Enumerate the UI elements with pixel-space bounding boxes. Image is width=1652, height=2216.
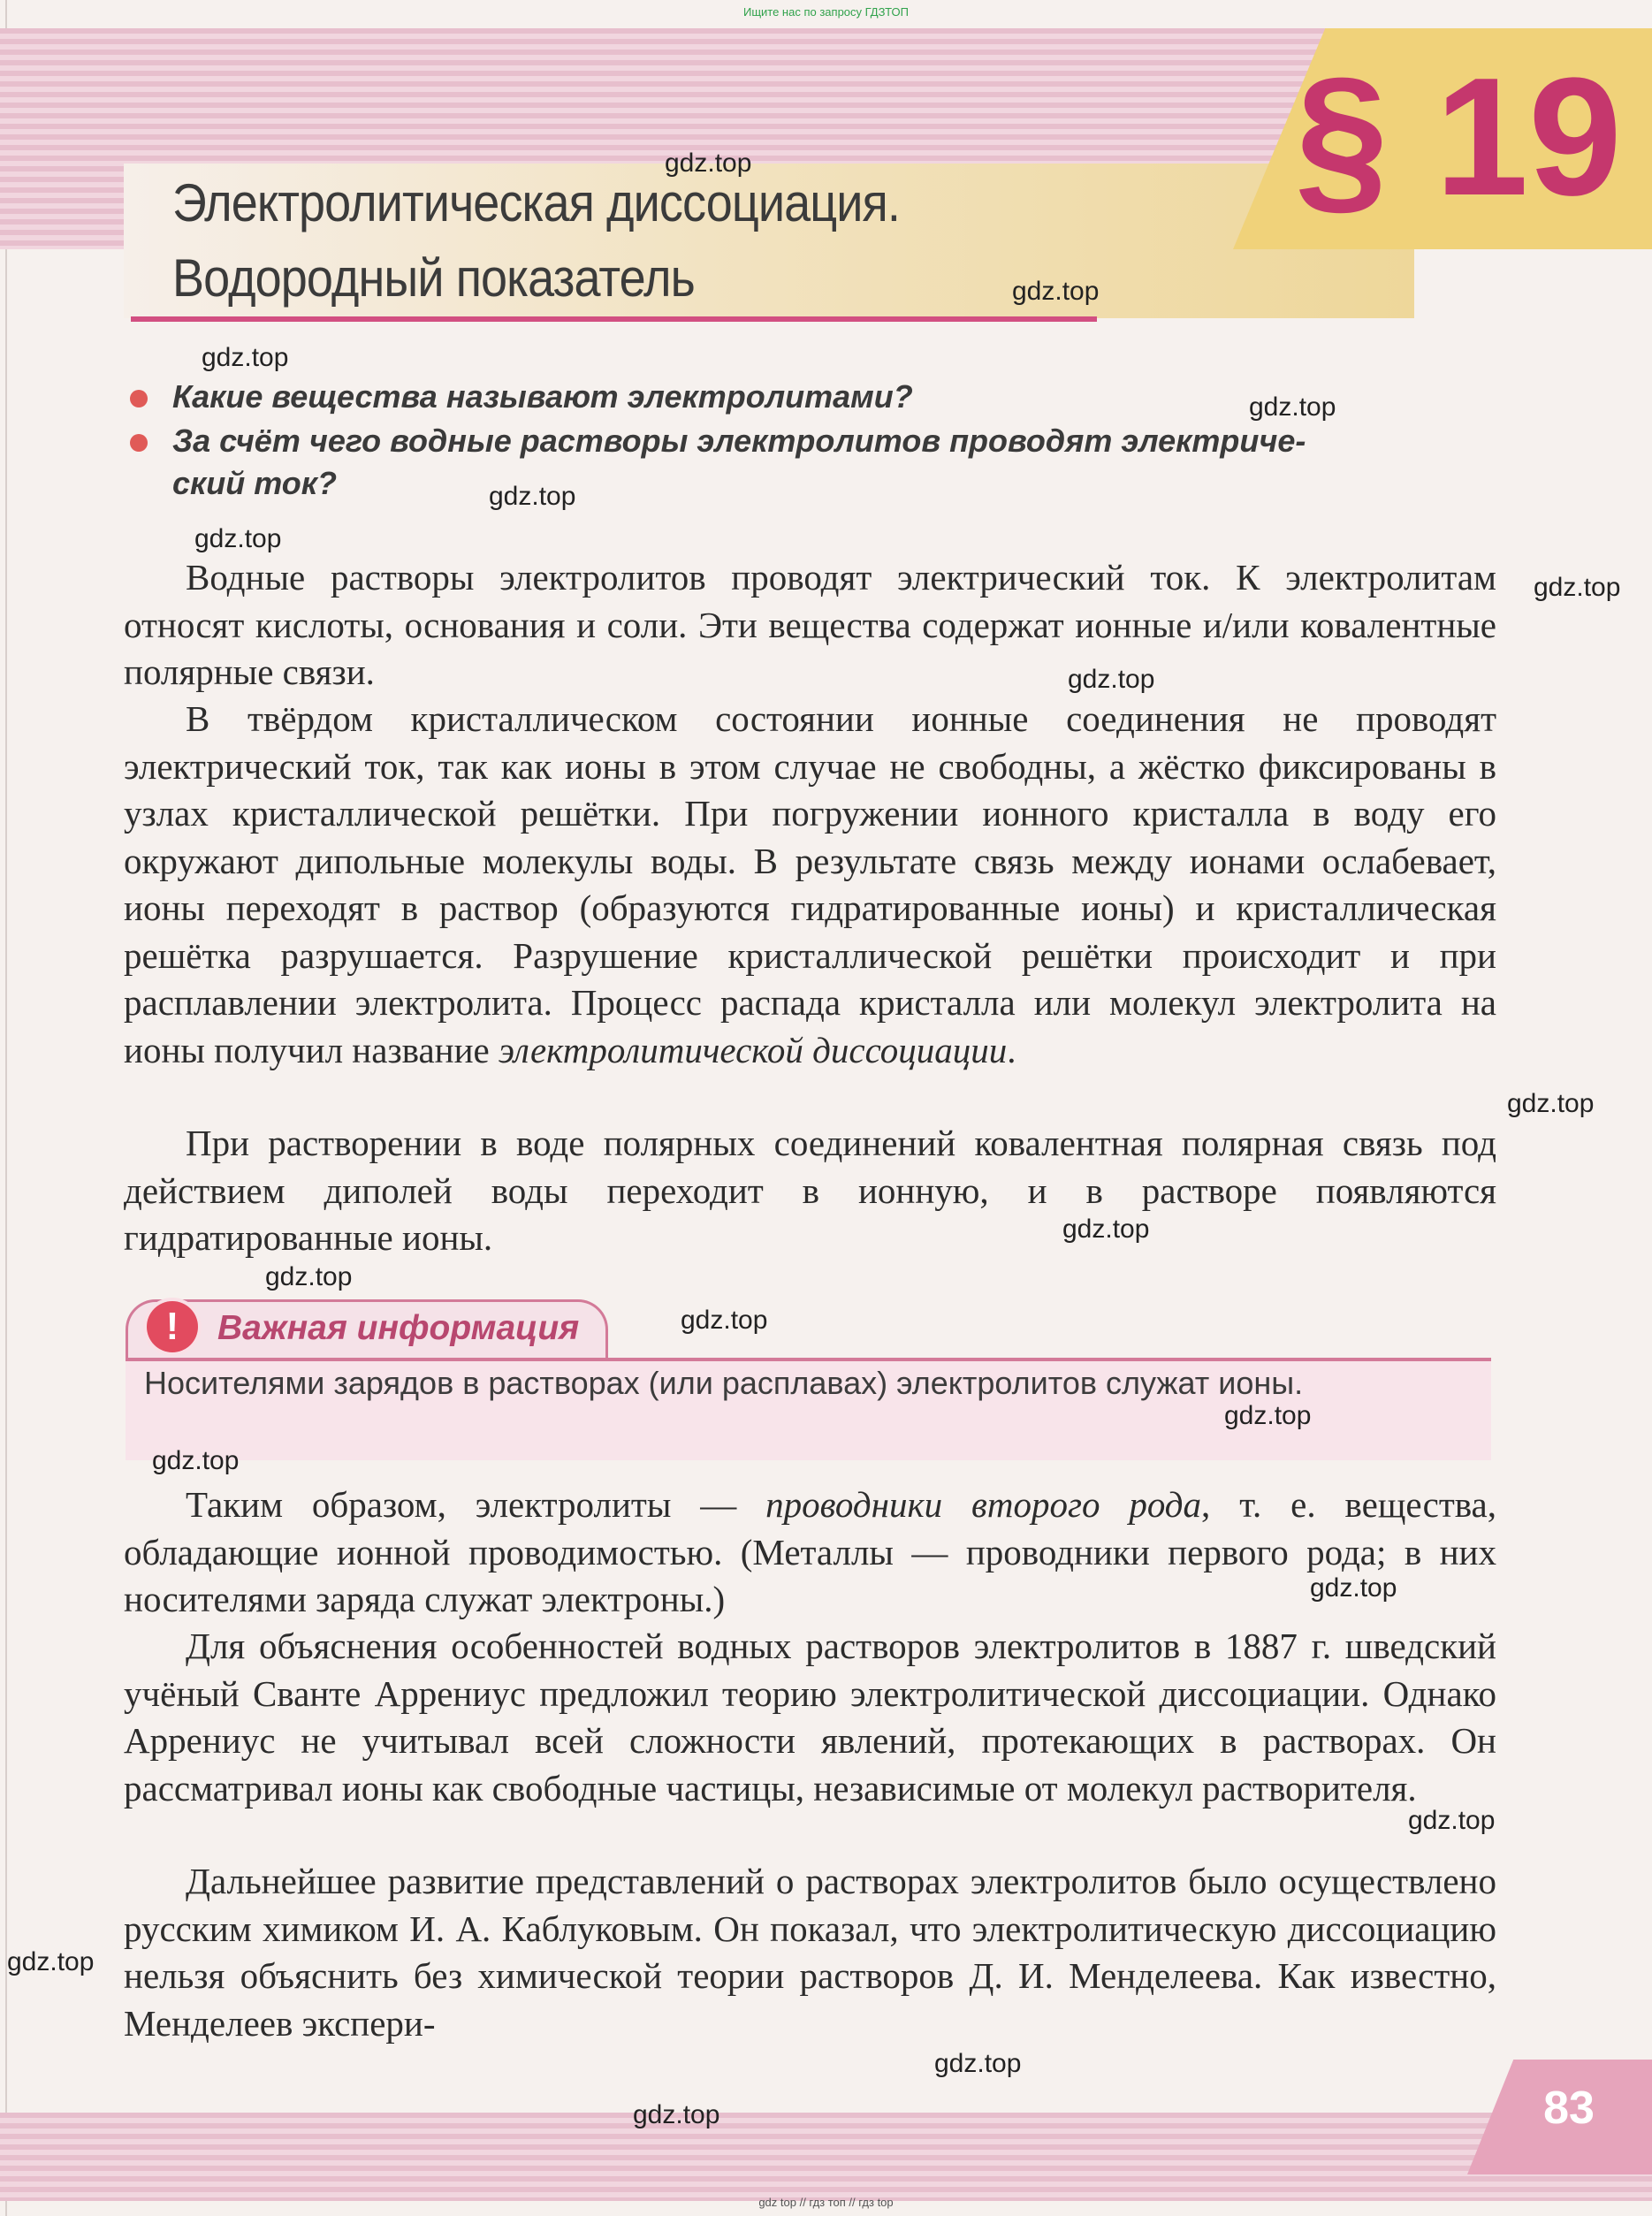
paragraph-text: . xyxy=(1007,1029,1016,1070)
bullet-icon xyxy=(130,434,148,452)
footer-stripes xyxy=(0,2113,1652,2201)
watermark: gdz.top xyxy=(1068,665,1155,694)
question-text: Какие вещества называют электролитами? xyxy=(172,378,913,415)
watermark: gdz.top xyxy=(934,2049,1022,2078)
watermark: gdz.top xyxy=(633,2100,720,2129)
paragraph-2 xyxy=(124,696,1496,1074)
chapter-title-line1: Электролитическая диссоциация. xyxy=(172,173,901,232)
top-caption: Ищите нас по запросу ГДЗТОП xyxy=(742,5,909,19)
page-number: 83 xyxy=(1543,2083,1595,2134)
paragraph-text: При растворении в воде полярных соединений ковалентная полярная связь под действием диполей воды переходит в ионную, и в растворе появляются гидратированные ионы. xyxy=(124,1123,1496,1258)
bullet-icon xyxy=(130,390,148,407)
watermark: gdz.top xyxy=(1534,573,1621,602)
term-italic: проводники второго рода xyxy=(765,1484,1202,1525)
watermark: gdz.top xyxy=(7,1947,95,1976)
page-margin-line xyxy=(5,0,7,2216)
paragraph-5 xyxy=(124,1623,1496,1812)
question-text: ский ток? xyxy=(172,465,338,501)
watermark: gdz.top xyxy=(1310,1573,1397,1603)
watermark: gdz.top xyxy=(1062,1215,1150,1244)
paragraph-text: Дальнейшее развитие представлений о растворах электролитов было осуществлено русским химиком И. А. Каблуковым. Он показал, что электролитическую диссоциацию нельзя объяснить без химической теории растворов Д. И. Менделеева. Как известно, Менделеев экспери- xyxy=(124,1861,1496,2044)
section-number: § 19 xyxy=(1295,43,1622,231)
watermark: gdz.top xyxy=(194,524,282,553)
exclamation-icon: ! xyxy=(147,1301,198,1352)
question-text: За счёт чего водные растворы электролитов проводят электриче- xyxy=(172,423,1306,459)
watermark: gdz.top xyxy=(265,1262,353,1291)
watermark: gdz.top xyxy=(202,343,289,372)
watermark: gdz.top xyxy=(489,482,576,511)
watermark: gdz.top xyxy=(681,1306,768,1335)
watermark: gdz.top xyxy=(152,1446,240,1475)
question-1 xyxy=(172,378,913,415)
paragraph-3 xyxy=(124,1120,1496,1262)
paragraph-text: Таким образом, электролиты — xyxy=(186,1484,766,1525)
paragraph-text: Для объяснения особенностей водных растворов электролитов в 1887 г. шведский учёный Сванте Аррениус предложил теорию электролитической диссоциации. Однако Аррениус не учитывал всей сложности явлений, протекающих в растворах. Он рассматривал ионы как свободные частицы, независимые от молекул растворителя. xyxy=(124,1626,1496,1809)
paragraph-text: Водные растворы электролитов проводят электрический ток. К электролитам относят кислоты, основания и соли. Эти вещества содержат ионные и/или ковалентные полярные связи. xyxy=(124,557,1496,692)
watermark: gdz.top xyxy=(1249,392,1336,422)
question-2-continued xyxy=(172,465,337,502)
bottom-caption: gdz top // гдз топ // гдз top xyxy=(758,2196,894,2209)
watermark: gdz.top xyxy=(1507,1089,1595,1118)
title-underline xyxy=(131,316,1097,322)
paragraph-1 xyxy=(124,554,1496,697)
watermark: gdz.top xyxy=(665,148,752,178)
note-title: Важная информация xyxy=(217,1309,580,1347)
watermark: gdz.top xyxy=(1224,1401,1312,1430)
watermark: gdz.top xyxy=(1012,277,1100,306)
term-italic: электролитической диссоциации xyxy=(499,1029,1008,1070)
paragraph-4 xyxy=(124,1481,1496,1624)
chapter-title-line2: Водородный показатель xyxy=(172,248,695,308)
note-text: Носителями зарядов в растворах (или расплавах) электролитов служат ионы. xyxy=(144,1365,1304,1401)
paragraph-text: , т. е. вещества, обладающие ионной проводимостью. (Металлы — проводники первого рода; в них носителями заряда служат электроны.) xyxy=(124,1484,1496,1619)
paragraph-6 xyxy=(124,1858,1496,2047)
question-2 xyxy=(172,423,1306,460)
paragraph-text: В твёрдом кристаллическом состоянии ионные соединения не проводят электрический ток, так как ионы в этом случае не свободны, а жёстко фиксированы в узлах кристаллической решётки. При погружении ионного кристалла в воду его окружают дипольные молекулы воды. В результате связь между ионами ослабевает, ионы переходят в раствор (образуются гидратированные ионы) и кристаллическая решётка разрушается. Разрушение кристаллической решётки происходит и при расплавлении электролита. Процесс распада кристалла или молекул электролита на ионы получил название xyxy=(124,698,1496,1070)
watermark: gdz.top xyxy=(1408,1806,1496,1835)
